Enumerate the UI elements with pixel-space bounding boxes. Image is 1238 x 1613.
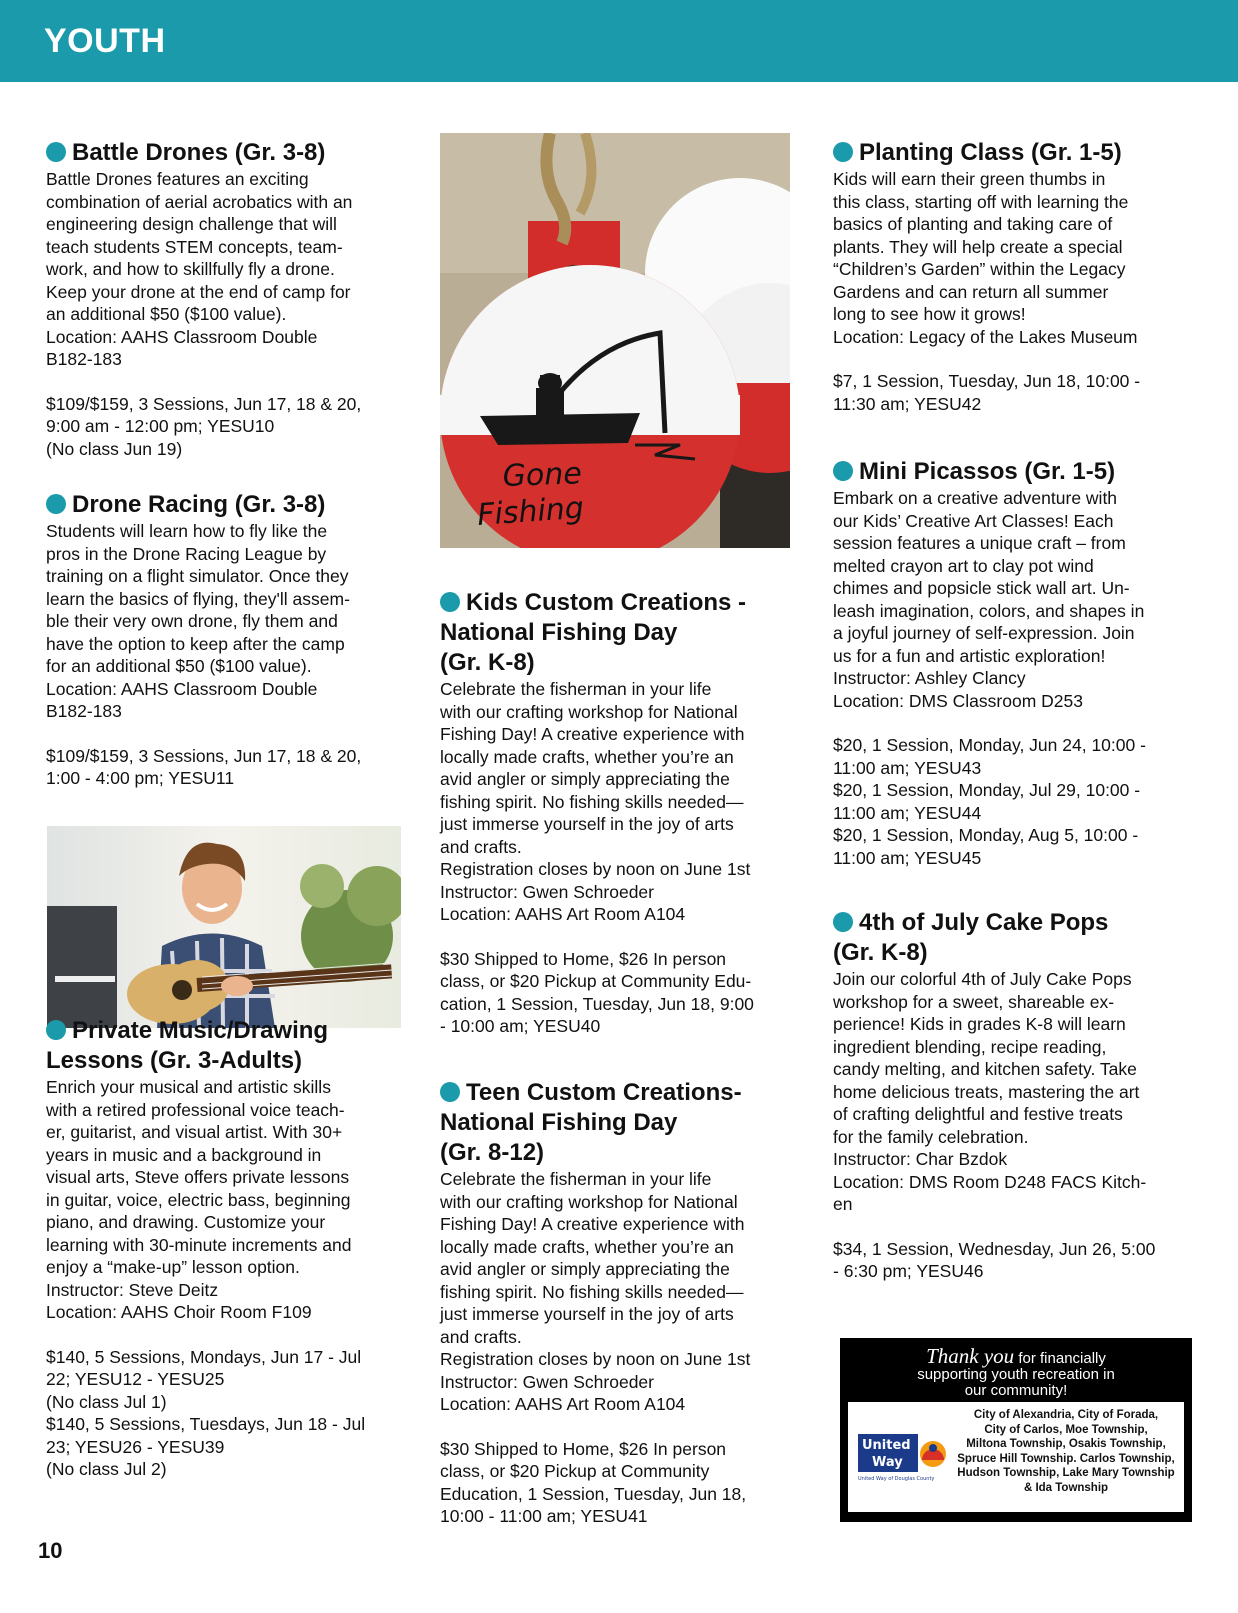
course-description: Enrich your musical and artistic skills with a retired professional voice teach- er, guitarist, and visual artist. With 30+ years in music and a background in visual arts, Steve offers private lessons in guitar, voice, electric bass, beginning piano, and drawing. Customize your learning with 30-minute increments and enjoy a “make-up” lesson option. Instructor: Steve Deitz Location: AAHS Choir Room F109 [46, 1077, 352, 1322]
gone-fishing-photo [440, 133, 790, 548]
sign-text-gone: Gone [502, 456, 583, 494]
ad-for-financially: for financially [1018, 1350, 1106, 1367]
bullet-dot-icon [46, 1020, 66, 1040]
course-schedule: $30 Shipped to Home, $26 In person class, or $20 Pickup at Community Education, 1 Session, Tuesday, Jun 18, 10:00 - 11:00 am; YESU41 [440, 1438, 747, 1526]
united-way-sponsor-ad [840, 1338, 1192, 1522]
section-header [0, 0, 1238, 82]
bullet-dot-icon [440, 1082, 460, 1102]
svg-text:United: United [862, 1438, 911, 1453]
ad-line2: supporting youth recreation in [917, 1366, 1115, 1383]
svg-text:United Way of Douglas County: United Way of Douglas County [858, 1476, 935, 1482]
course-cake-pops [833, 908, 1213, 1283]
course-title: 4th of July Cake Pops (Gr. K-8) [833, 909, 1109, 966]
course-kids-custom-creations [440, 588, 820, 1038]
sign-text-fishing: Fishing [476, 490, 585, 533]
bullet-dot-icon [46, 142, 66, 162]
course-description: Celebrate the fisherman in your life with our crafting workshop for National Fishing Day! A creative experience with locally made crafts, whether you’re an avid angler or simply appreciating the fishing spirit. No fishing skills needed— just immerse yourself in the joy of arts and crafts. Registration closes by noon on June 1st Instructor: Gwen Schroeder Location: AAHS Art Room A104 [440, 1169, 751, 1414]
bullet-dot-icon [46, 494, 66, 514]
course-title: Teen Custom Creations- National Fishing Day (Gr. 8-12) [440, 1079, 742, 1166]
bullet-dot-icon [833, 461, 853, 481]
course-schedule: $140, 5 Sessions, Mondays, Jun 17 - Jul 22; YESU12 - YESU25 (No class Jul 1) $140, 5 Sessions, Tuesdays, Jun 18 - Jul 23; YESU26 - YESU39 (No class Jul 2) [46, 1346, 366, 1479]
course-title: Planting Class (Gr. 1-5) [859, 139, 1122, 166]
united-way-logo [858, 1434, 948, 1482]
ad-sponsor-panel [848, 1402, 1184, 1512]
course-schedule: $109/$159, 3 Sessions, Jun 17, 18 & 20, 1:00 - 4:00 pm; YESU11 [46, 745, 362, 788]
course-mini-picassos [833, 457, 1213, 869]
bullet-dot-icon [833, 142, 853, 162]
course-title: Kids Custom Creations - National Fishing Day (Gr. K-8) [440, 589, 747, 676]
course-teen-custom-creations [440, 1078, 820, 1528]
ad-thank-you: Thank you [926, 1344, 1015, 1368]
boy-guitar-photo [47, 826, 401, 1028]
svg-text:Way: Way [872, 1455, 903, 1470]
course-description: Join our colorful 4th of July Cake Pops workshop for a sweet, shareable ex- perience! Kids in grades K-8 will learn ingredient blending, recipe reading, candy melting, and kitchen safety. Take home delicious treats, mastering the art of crafting delightful and festive treats for the family celebration. Instructor: Char Bzdok Location: DMS Room D248 FACS Kitch- en [833, 969, 1147, 1214]
ad-line3: our community! [964, 1382, 1068, 1399]
course-description: Celebrate the fisherman in your life with our crafting workshop for National Fishing Day! A creative experience with locally made crafts, whether you’re an avid angler or simply appreciating the fishing spirit. No fishing skills needed— just immerse yourself in the joy of arts and crafts. Registration closes by noon on June 1st Instructor: Gwen Schroeder Location: AAHS Art Room A104 [440, 679, 751, 924]
course-description: Embark on a creative adventure with our Kids’ Creative Art Classes! Each session features a unique craft – from melted crayon art to clay pot wind chimes and popsicle stick wall art. Un- leash imagination, colors, and shapes in a joyful journey of self-expression. Join us for a fun and artistic exploration! Instructor: Ashley Clancy Location: DMS Classroom D253 [833, 488, 1145, 711]
page-number: 10 [38, 1538, 63, 1563]
bullet-dot-icon [440, 592, 460, 612]
course-title: Battle Drones (Gr. 3-8) [72, 139, 326, 166]
course-schedule: $34, 1 Session, Wednesday, Jun 26, 5:00 - 6:30 pm; YESU46 [833, 1238, 1156, 1281]
ad-headline [840, 1338, 1192, 1399]
course-schedule: $20, 1 Session, Monday, Jun 24, 10:00 - 11:00 am; YESU43 $20, 1 Session, Monday, Jul 29, 10:00 - 11:00 am; YESU44 $20, 1 Session, Monday, Aug 5, 10:00 - 11:00 am; YESU45 [833, 735, 1146, 868]
course-schedule: $7, 1 Session, Tuesday, Jun 18, 10:00 - 11:30 am; YESU42 [833, 371, 1141, 414]
course-planting-class [833, 138, 1213, 415]
section-title: YOUTH [44, 22, 166, 60]
course-description: Students will learn how to fly like the pros in the Drone Racing League by training on a flight simulator. Once they learn the basics of flying, they'll assem- ble their very own drone, fly them and have the option to keep after the camp for an additional $50 ($100 value). Location: AAHS Classroom Double B182-183 [46, 521, 350, 721]
course-title: Private Music/Drawing Lessons (Gr. 3-Adults) [46, 1017, 329, 1074]
course-title: Mini Picassos (Gr. 1-5) [859, 458, 1116, 485]
course-description: Kids will earn their green thumbs in this class, starting off with learning the basics of planting and taking care of plants. They will help create a special “Children’s Garden” within the Legacy Gardens and can return all summer long to see how it grows! Location: Legacy of the Lakes Museum [833, 169, 1138, 347]
ad-sponsor-list: City of Alexandria, City of Forada, City of Carlos, Moe Township, Miltona Township, Osakis Township, Spruce Hill Township. Carlos Township, Hudson Township, Lake Mary Township & Ida Township [957, 1409, 1175, 1494]
course-private-music [46, 1016, 426, 1481]
course-battle-drones [46, 138, 426, 460]
course-title: Drone Racing (Gr. 3-8) [72, 491, 326, 518]
course-drone-racing [46, 490, 426, 790]
course-schedule: $30 Shipped to Home, $26 In person class, or $20 Pickup at Community Edu- cation, 1 Session, Tuesday, Jun 18, 9:00 - 10:00 am; YESU40 [440, 948, 754, 1036]
course-description: Battle Drones features an exciting combination of aerial acrobatics with an engineering design challenge that will teach students STEM concepts, team- work, and how to skillfully fly a drone. Keep your drone at the end of camp for an additional $50 ($100 value). Location: AAHS Classroom Double B182-183 [46, 169, 353, 369]
course-schedule: $109/$159, 3 Sessions, Jun 17, 18 & 20, 9:00 am - 12:00 pm; YESU10 (No class Jun 19) [46, 393, 362, 459]
bullet-dot-icon [833, 912, 853, 932]
